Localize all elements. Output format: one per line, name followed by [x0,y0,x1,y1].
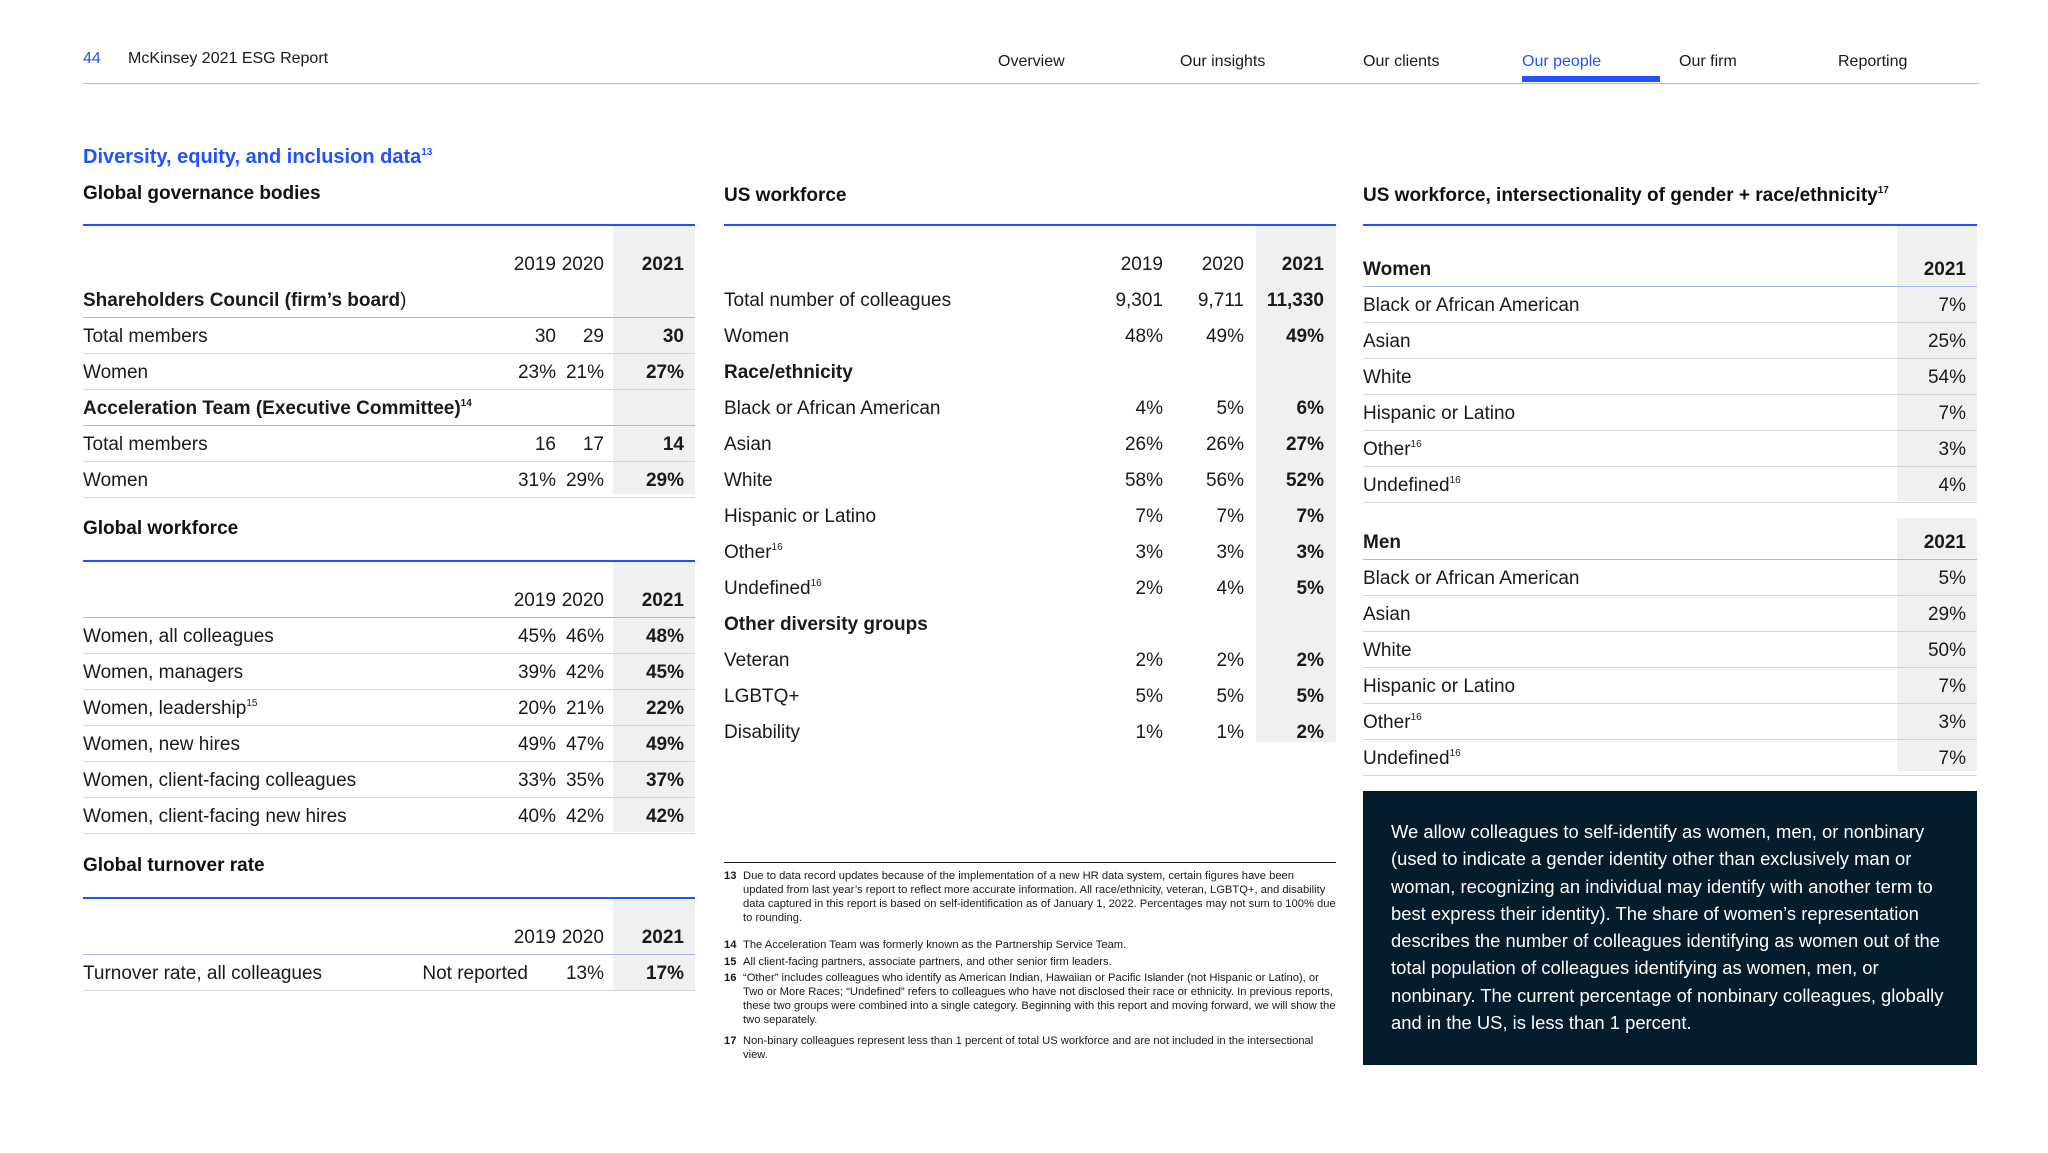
value-2020: 42% [565,806,604,827]
workforce-row [83,726,695,762]
row-label: LGBTQ+ [724,686,800,707]
value-2021: 4% [1938,475,1966,496]
value-2020: 4% [1216,578,1244,599]
intersectionality-row [1363,704,1977,740]
value-2021: 5% [1938,568,1966,589]
value-2019: 40% [517,806,556,827]
value-2020: 21% [565,362,604,383]
value-2020: 42% [565,662,604,683]
value-2021: 27% [1285,434,1324,455]
row-label: Black or African American [1363,295,1580,316]
value-2021: 29% [1927,604,1966,625]
value-2020: 7% [1216,506,1244,527]
year-header-2020: 2020 [561,254,604,275]
turnover-title: Global turnover rate [83,855,265,876]
row-label: Women [83,470,149,491]
row-label: Women, client-facing colleagues [83,770,357,791]
value-2021: 7% [1938,295,1966,316]
row-label: Women, leadership$^{15}$ [83,698,258,719]
intersectionality-row [1363,395,1977,431]
value-2021: 5% [1296,686,1324,707]
value-2021: 17% [645,963,684,984]
row-label: Asian [724,434,772,455]
governance-group-heading [83,390,695,426]
value-2021: 7% [1938,748,1966,769]
row-label: Undefined$^{16}$ [1363,475,1461,496]
row-label: Hispanic or Latino [724,506,877,527]
workforce-row [83,618,695,654]
footnote-13 [724,869,1336,925]
page-number: 44 [83,50,101,67]
governance-row [83,354,695,390]
year-header-2020: 2020 [561,590,604,611]
row-label: Women, managers [83,662,244,683]
workforce-row [83,798,695,834]
value-2021: 11,330 [1266,290,1324,311]
year-header-2021: 2021 [1923,259,1966,280]
value-2019: 2% [1135,650,1163,671]
footnote-14 [724,938,1336,952]
governance-row [83,426,695,462]
row-label: Total members [83,434,208,455]
footnote-text: Due to data record updates because of the implementation of a new HR data system, certain figures have been updated from last year’s report to reflect more accurate information. All race/ethnicity, veteran, LGBTQ+, and disability data captured in this report is based on self-identification as of January 1, 2022. Percentages may not sum to 100% due to rounding. [743,870,1336,924]
workforce-year-header [83,582,695,618]
global-workforce-rule [83,560,695,562]
gender-group-heading [1363,251,1977,287]
race-row [724,390,1336,426]
us-row [724,318,1336,354]
value-2019: 5% [1135,686,1163,707]
row-label: Acceleration Team (Executive Committee)$^{14}$ [83,398,472,419]
intersectionality-row [1363,287,1977,323]
row-label: Turnover rate, all colleagues [83,963,323,984]
row-label: White [724,470,773,491]
intersectionality-row [1363,668,1977,704]
year-header-2019: 2019 [513,590,556,611]
value-2019: 45% [517,626,556,647]
value-2019: 9,301 [1115,290,1163,311]
row-label: Veteran [724,650,790,671]
value-2019: 26% [1124,434,1163,455]
row-label: Total number of colleagues [724,290,952,311]
page-header [83,48,1979,84]
year-header-2019: 2019 [513,254,556,275]
row-label: Other$^{16}$ [1363,712,1422,733]
row-label: White [1363,367,1412,388]
row-label: Undefined$^{16}$ [1363,748,1461,769]
value-2021: 6% [1296,398,1324,419]
row-label: Total members [83,326,208,347]
footnote-number: 17 [724,1035,737,1047]
value-2019: 48% [1124,326,1163,347]
governance-year-header [83,246,695,282]
row-label: Women, new hires [83,734,240,755]
diversity-row [724,642,1336,678]
workforce-row [83,762,695,798]
footnote-16 [724,971,1336,1027]
value-2021: 42% [645,806,684,827]
row-label: Undefined$^{16}$ [724,578,822,599]
gender-group-heading [1363,524,1977,560]
row-label: Women [83,362,149,383]
row-label: White [1363,640,1412,661]
value-2021: 45% [645,662,684,683]
value-2021: 29% [645,470,684,491]
year-header-2019: 2019 [1120,254,1163,275]
value-2020: 46% [565,626,604,647]
year-header-2021: 2021 [641,254,684,275]
year-header-2021: 2021 [1923,532,1966,553]
value-2019: 7% [1135,506,1163,527]
year-header-2021: 2021 [641,927,684,948]
workforce-row [83,654,695,690]
nav-reporting[interactable]: Reporting [1838,53,1908,70]
row-label: Women, all colleagues [83,626,274,647]
governance-rule [83,224,695,226]
value-2021: 54% [1927,367,1966,388]
footnote-number: 16 [724,972,737,984]
footnote-number: 15 [724,956,737,968]
race-row [724,426,1336,462]
year-header-2021: 2021 [1281,254,1324,275]
year-header-2021: 2021 [641,590,684,611]
race-row [724,462,1336,498]
callout-text: We allow colleagues to self-identify as women, men, or nonbinary (used to indicate a gender identity other than exclusively man or woman, recognizing an individual may identify with another term to best express their identity). The share of women’s representation describes the number of colleagues identifying as women out of the total population of colleagues identifying as women, men, or nonbinary. The current percentage of nonbinary colleagues, globally and in the US, is less than 1 percent. [1391,821,1944,1034]
value-2019: 39% [517,662,556,683]
value-2021: 2% [1296,650,1324,671]
value-2019: 30 [534,326,556,347]
footnote-text: The Acceleration Team was formerly known as the Partnership Service Team. [743,939,1127,951]
value-2020: 56% [1205,470,1244,491]
nonbinary-callout [1363,791,1977,1065]
value-2021: 48% [645,626,684,647]
us-year-header [724,246,1336,282]
value-2019: 3% [1135,542,1163,563]
value-2019: 23% [517,362,556,383]
workforce-row [83,690,695,726]
value-2021: 3% [1296,542,1324,563]
nav-our-people[interactable]: Our people [1522,53,1602,70]
value-2021: 50% [1927,640,1966,661]
nav-our-clients[interactable]: Our clients [1363,53,1440,70]
row-label: Black or African American [724,398,941,419]
footnote-text: Non-binary colleagues represent less than 1 percent of total US workforce and are not included in the intersectional view. [743,1035,1314,1061]
value-2020: 5% [1216,398,1244,419]
governance-group-heading [83,282,695,318]
footnote-17 [724,1034,1336,1062]
governance-row [83,318,695,354]
row-label: Hispanic or Latino [1363,676,1516,697]
diversity-row [724,714,1336,750]
value-2021: 25% [1927,331,1966,352]
value-2019: 33% [517,770,556,791]
active-nav-indicator [1522,76,1660,82]
row-label: Asian [1363,604,1411,625]
year-header-2020: 2020 [1201,254,1244,275]
diversity-row [724,678,1336,714]
value-2020: 13% [565,963,604,984]
nav-overview[interactable]: Overview [998,53,1065,70]
value-2021: 3% [1938,439,1966,460]
value-2019: 20% [517,698,556,719]
race-row [724,498,1336,534]
value-2020: 49% [1205,326,1244,347]
us-workforce-title: US workforce [724,185,847,206]
value-2020: 29 [582,326,604,347]
row-label: Other$^{16}$ [724,542,783,563]
row-label: Other$^{16}$ [1363,439,1422,460]
value-2020: 3% [1216,542,1244,563]
value-2021: 5% [1296,578,1324,599]
value-2020: 29% [565,470,604,491]
intersectionality-row [1363,323,1977,359]
intersectionality-row [1363,359,1977,395]
footnote-15 [724,955,1336,969]
value-2019: 31% [517,470,556,491]
value-2021: 52% [1285,470,1324,491]
footnote-number: 14 [724,939,737,951]
value-2020: 2% [1216,650,1244,671]
global-workforce-title: Global workforce [83,518,239,539]
intersectionality-row [1363,431,1977,467]
value-2020: 1% [1216,722,1244,743]
turnover-rule [83,897,695,899]
value-2021: 7% [1938,403,1966,424]
footnote-text: All client-facing partners, associate partners, and other senior firm leaders. [743,956,1112,968]
row-label: Women [724,326,790,347]
value-2020: 26% [1205,434,1244,455]
value-2020: 47% [565,734,604,755]
value-2021: 37% [645,770,684,791]
row-label: Other diversity groups [724,614,928,635]
value-2021: 7% [1938,676,1966,697]
value-2020: 9,711 [1197,290,1244,311]
row-label: Black or African American [1363,568,1580,589]
row-label: Asian [1363,331,1411,352]
footnotes-divider [724,862,1336,863]
us-workforce-rule [724,224,1336,226]
nav-our-insights[interactable]: Our insights [1180,53,1266,70]
value-2020: 17 [582,434,604,455]
us-row [724,282,1336,318]
value-2019: 1% [1135,722,1163,743]
page-title: Diversity, equity, and inclusion data$^{13}$ [83,146,433,168]
row-label: Shareholders Council (firm’s board) [83,290,407,311]
value-2020: 5% [1216,686,1244,707]
value-2021: 49% [1285,326,1324,347]
row-label: Women, client-facing new hires [83,806,347,827]
value-2021: 7% [1296,506,1324,527]
race-row [724,570,1336,606]
intersectionality-row [1363,740,1977,776]
row-label: Race/ethnicity [724,362,853,383]
year-header-2019: 2019 [513,927,556,948]
row-label: Women [1363,259,1432,280]
value-2020: 21% [565,698,604,719]
intersectionality-row [1363,560,1977,596]
row-label: Hispanic or Latino [1363,403,1516,424]
value-2019: 58% [1124,470,1163,491]
intersectionality-rule [1363,224,1977,226]
value-2021: 14 [662,434,684,455]
intersectionality-row [1363,596,1977,632]
race-row [724,534,1336,570]
governance-row [83,462,695,498]
footnote-number: 13 [724,870,737,882]
row-label: Disability [724,722,801,743]
governance-title: Global governance bodies [83,183,321,204]
turnover-year-header [83,919,695,955]
value-2019: 4% [1135,398,1163,419]
value-2019: 2% [1135,578,1163,599]
report-title[interactable]: McKinsey 2021 ESG Report [128,50,329,67]
turnover-row [83,955,695,991]
value-2021: 22% [645,698,684,719]
race-heading [724,354,1336,390]
nav-our-firm[interactable]: Our firm [1679,53,1737,70]
value-2021: 27% [645,362,684,383]
value-2021: 30 [662,326,684,347]
intersectionality-title: US workforce, intersectionality of gender + race/ethnicity$^{17}$ [1363,185,1889,206]
intersectionality-row [1363,632,1977,668]
value-2019: 16 [534,434,556,455]
intersectionality-row [1363,467,1977,503]
other-diversity-heading [724,606,1336,642]
footnote-text: “Other” includes colleagues who identify as American Indian, Hawaiian or Pacific Islander (not Hispanic or Latino), or Two or More Races; “Undefined” refers to colleagues who have not disclosed their race or ethnicity. In previous reports, these two groups were combined into a single category. Beginning with this report and moving forward, we will show the two separately. [743,972,1336,1026]
value-2019: 49% [517,734,556,755]
value-2021: 3% [1938,712,1966,733]
value-2021: 49% [645,734,684,755]
row-label: Men [1363,532,1401,553]
year-header-2020: 2020 [561,927,604,948]
value-2020: 35% [565,770,604,791]
value-2019: Not reported [422,963,528,984]
value-2021: 2% [1296,722,1324,743]
